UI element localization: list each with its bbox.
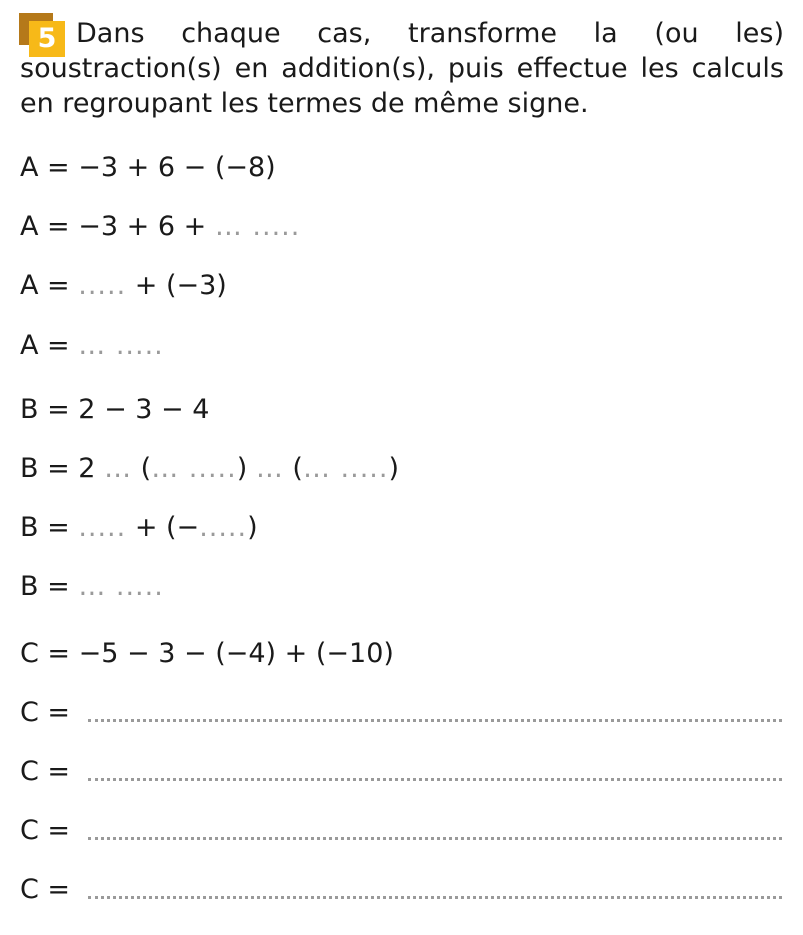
label-c-line2: C = (20, 756, 71, 787)
line-b-step2-mid: + (− (126, 512, 200, 543)
line-b-result-prefix: B = (20, 571, 79, 602)
line-a-step1-text: A = −3 + 6 + (20, 211, 215, 242)
line-b-step1-paren2: ) (236, 453, 256, 484)
answer-line-c4[interactable] (88, 896, 782, 899)
blank-b-term1[interactable]: … ..... (151, 453, 237, 484)
label-c-line1: C = (20, 697, 71, 728)
line-b-step1-paren1: ( (132, 453, 152, 484)
line-a-step1 (20, 209, 300, 245)
line-b-step2 (20, 510, 258, 546)
line-a-result (20, 328, 164, 364)
line-b-result (20, 569, 164, 605)
expression-c: C = −5 − 3 − (−4) + (−10) (20, 638, 394, 669)
line-a-step2 (20, 268, 227, 304)
line-a-result-prefix: A = (20, 330, 79, 361)
answer-line-c2[interactable] (88, 778, 782, 781)
exercise-number: 5 (29, 21, 65, 57)
blank-a-result[interactable]: … ..... (78, 330, 164, 361)
line-b-step2-prefix: B = (20, 512, 79, 543)
label-c-line3: C = (20, 815, 71, 846)
blank-b-term2[interactable]: … ..... (302, 453, 389, 484)
blank-b-step2-second[interactable]: ..... (199, 512, 248, 543)
line-a-step2-suffix: + (−3) (126, 270, 227, 301)
blank-b-sign2[interactable]: … (255, 453, 284, 484)
blank-a-step1[interactable]: … ..... (214, 211, 301, 242)
answer-line-c3[interactable] (88, 837, 782, 840)
expression-a: A = −3 + 6 − (−8) (20, 152, 276, 183)
line-b-step1 (20, 451, 399, 487)
exercise-instruction: Dans chaque cas, transforme la (ou les) soustraction(s) en addition(s), puis effectue les calculs en regroupant les termes de même signe. (20, 18, 784, 119)
line-b-step1-prefix: B = 2 (20, 453, 105, 484)
expression-b: B = 2 − 3 − 4 (20, 394, 210, 425)
line-b-step1-paren3: ( (283, 453, 303, 484)
answer-line-c1[interactable] (88, 719, 782, 722)
blank-b-result[interactable]: … ..... (78, 571, 164, 602)
blank-a-step2[interactable]: ..... (78, 270, 127, 301)
line-b-step2-suffix: ) (247, 512, 258, 543)
line-b-step1-paren4: ) (388, 453, 399, 484)
blank-b-step2-first[interactable]: ..... (78, 512, 127, 543)
blank-b-sign1[interactable]: … (104, 453, 133, 484)
label-c-line4: C = (20, 874, 71, 905)
line-a-step2-prefix: A = (20, 270, 79, 301)
